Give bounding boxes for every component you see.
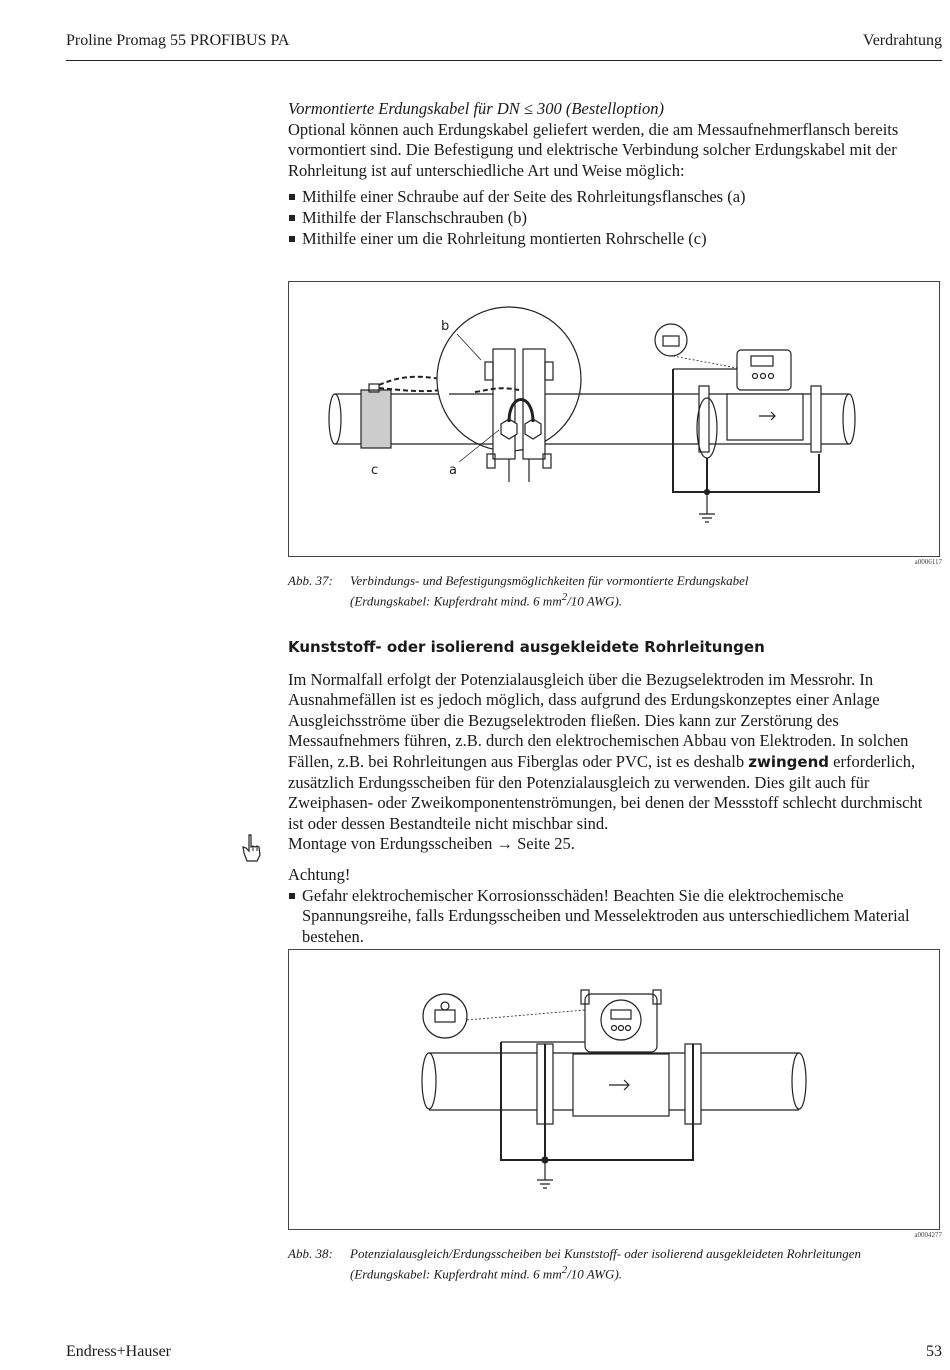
caption-number: Abb. 38: — [288, 1246, 333, 1261]
list-item: Mithilfe einer um die Rohrleitung montierten Rohrschelle (c) — [288, 229, 940, 250]
list-item: Mithilfe einer Schraube auf der Seite des Rohrleitungsflansches (a) — [288, 187, 940, 208]
caption-line: (Erdungskabel: Kupferdraht mind. 6 mm — [350, 1266, 562, 1282]
list-item: Gefahr elektrochemischer Korrosionsschäden! Beachten Sie die elektrochemische Spannungsreihe, falls Erdungsscheiben und Messelektroden aus unterschiedlichem Material bestehen. — [288, 886, 940, 948]
figure-id: a0006117 — [914, 558, 942, 566]
figure-id: a0004277 — [914, 1231, 942, 1239]
caption-text — [350, 572, 940, 609]
section-heading: Kunststoff- oder isolierend ausgekleidete Rohrleitungen — [288, 638, 765, 656]
caption-line: /10 AWG). — [567, 593, 623, 609]
warning-title: Achtung! — [288, 864, 351, 884]
caption-number: Abb. 37: — [288, 573, 333, 588]
pointing-hand-icon — [240, 833, 264, 863]
section-paragraph: Optional können auch Erdungskabel geliefert werden, die am Messaufnehmerflansch bereits vormontiert sind. Die Befestigung und elektrische Verbindung solcher Erdungskabel mit der Rohrleitung ist auf unterschiedliche Art und Weise möglich: — [288, 119, 899, 180]
page-number: 53 — [926, 1343, 942, 1360]
figure-38-caption — [288, 1245, 940, 1281]
cross-reference: Montage von Erdungsscheiben → Seite 25. — [288, 834, 575, 854]
label-c: c — [371, 463, 379, 478]
paragraph-text: erforderlich, zusätzlich Erdungsscheiben für den Potenzialausgleich zu verwenden. Dies gilt auch für Zweiphasen- oder Zweikomponentenströmungen, bei denen der Messstoff schlecht durchmischt ist oder dessen Bestandteile nicht mischbar sind. — [288, 751, 923, 833]
figure-38 — [288, 949, 940, 1230]
figure-37 — [288, 281, 940, 557]
grounding-disks-drawing — [289, 950, 939, 1229]
caption-superscript: 2 — [561, 591, 568, 603]
bullet-list — [288, 187, 940, 249]
section-paragraph — [288, 670, 940, 835]
grounding-options-drawing — [289, 282, 939, 556]
caption-line: Verbindungs- und Befestigungsmöglichkeiten für vormontierte Erdungskabel — [350, 573, 749, 588]
section-insulated-pipes — [288, 637, 940, 968]
running-header-left: Proline Promag 55 PROFIBUS PA — [66, 32, 290, 49]
caption-line: Potenzialausgleich/Erdungsscheiben bei Kunststoff- oder isolierend ausgekleideten Rohrleitungen — [350, 1246, 862, 1261]
emphasis-text: zwingend — [748, 752, 830, 771]
figure-37-caption — [288, 572, 940, 608]
section-pre-mounted-cables — [288, 99, 940, 249]
caption-line: /10 AWG). — [567, 1266, 623, 1282]
caption-text — [350, 1245, 940, 1282]
paragraph-text: Im Normalfall erfolgt der Potenzialausgleich über die Bezugselektroden im Messrohr. In Ausnahmefällen ist es jedoch möglich, dass aufgrund des Erdungskonzeptes einer Anlage Ausgleichsströme über die Bezugselektroden fließen. Dies kann zur Zerstörung des Messaufnehmers führen, z.B. durch den elektrochemischen Abbau von Elektroden. In solchen Fällen, z.B. bei Rohrleitungen aus Fiberglas oder PVC, ist es deshalb — [288, 669, 909, 771]
caption-line: (Erdungskabel: Kupferdraht mind. 6 mm — [350, 593, 562, 609]
footer-brand: Endress+Hauser — [66, 1343, 171, 1360]
section-title: Vormontierte Erdungskabel für DN ≤ 300 (Bestelloption) — [288, 99, 664, 118]
caption-superscript: 2 — [561, 1264, 568, 1276]
header-rule — [66, 60, 942, 61]
running-header-right: Verdrahtung — [862, 32, 942, 49]
label-a: a — [449, 463, 457, 478]
label-b: b — [441, 319, 450, 334]
list-item: Mithilfe der Flanschschrauben (b) — [288, 208, 940, 229]
